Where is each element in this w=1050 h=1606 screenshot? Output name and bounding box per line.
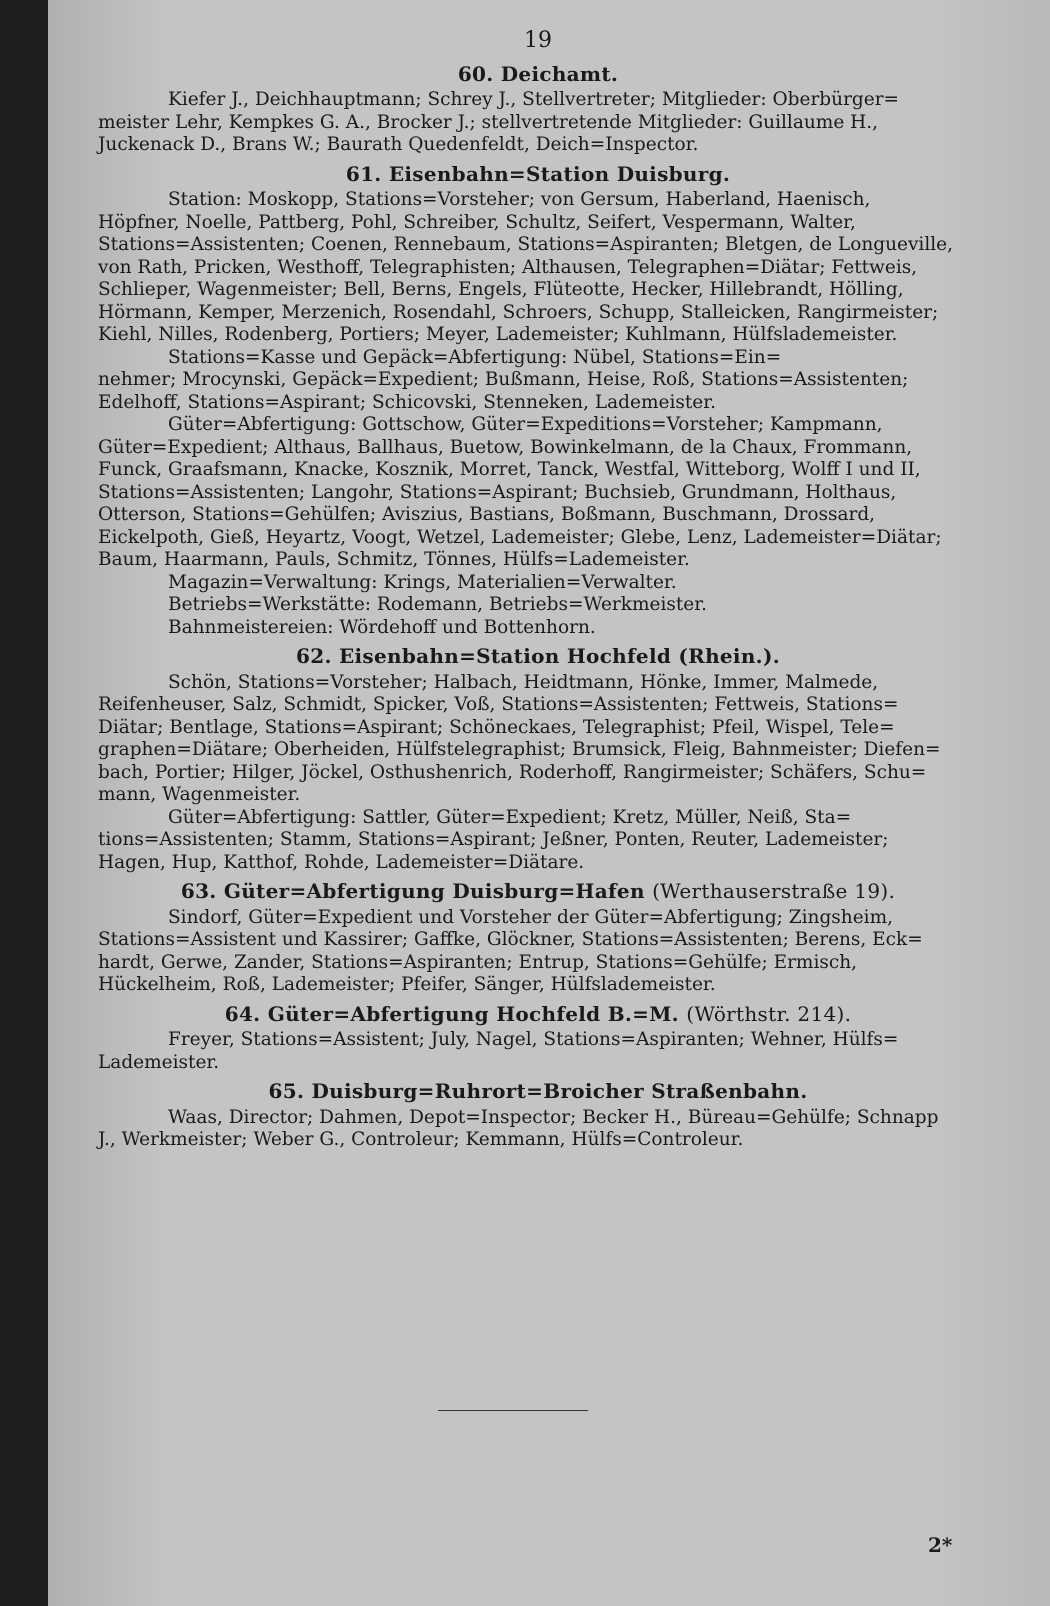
text-line: Juckenack D., Brans W.; Baurath Quedenfeldt, Deich=Inspector. bbox=[98, 134, 699, 155]
section bbox=[98, 1080, 978, 1152]
text-line: J., Werkmeister; Weber G., Controleur; Kemmann, Hülfs=Controleur. bbox=[98, 1129, 744, 1150]
page-number: 19 bbox=[524, 28, 552, 53]
text-line: Eickelpoth, Gieß, Heyartz, Voogt, Wetzel, Lademeister; Glebe, Lenz, Lademeister=Diätar; bbox=[98, 526, 942, 548]
text-line: Stations=Assistenten; Coenen, Rennebaum, Stations=Aspiranten; Bletgen, de Longueville, bbox=[98, 234, 953, 255]
section-heading-text: 64. Güter=Abfertigung Hochfeld B.=M. bbox=[224, 1001, 679, 1026]
text-line: Stations=Assistent und Kassirer; Gaffke, Glöckner, Stations=Assistenten; Berens, Eck= bbox=[98, 929, 923, 950]
horizontal-rule bbox=[438, 1410, 588, 1411]
section-heading bbox=[98, 1003, 978, 1026]
text-line: Hückelheim, Roß, Lademeister; Pfeifer, Sänger, Hülfslademeister. bbox=[98, 974, 716, 995]
text-line: Baum, Haarmann, Pauls, Schmitz, Tönnes, Hülfs=Lademeister. bbox=[98, 549, 690, 570]
text-line: Stations=Assistenten; Langohr, Stations=Aspirant; Buchsieb, Grundmann, Holthaus, bbox=[98, 481, 897, 503]
text-line: bach, Portier; Hilger, Jöckel, Osthushenrich, Roderhoff, Rangirmeister; Schäfers, Schu= bbox=[98, 761, 927, 783]
text-line: Reifenheuser, Salz, Schmidt, Spicker, Voß, Stations=Assistenten; Fettweis, Stations= bbox=[98, 694, 899, 715]
section-heading bbox=[98, 163, 978, 186]
text-line: mann, Wagenmeister. bbox=[98, 784, 301, 805]
document-page bbox=[48, 0, 1050, 1606]
section bbox=[98, 880, 978, 997]
text-line: Diätar; Bentlage, Stations=Aspirant; Schöneckaes, Telegraphist; Pfeil, Wispel, Tele= bbox=[98, 716, 895, 738]
section bbox=[98, 645, 978, 874]
text-line: Station: Moskopp, Stations=Vorsteher; von Gersum, Haberland, Haenisch, bbox=[168, 189, 871, 210]
text-line: Funck, Graafsmann, Knacke, Kosznik, Morret, Tanck, Westfal, Witteborg, Wolff I und II, bbox=[98, 459, 921, 480]
text-line: Freyer, Stations=Assistent; July, Nagel, Stations=Aspiranten; Wehner, Hülfs= bbox=[168, 1029, 899, 1050]
text-line: Güter=Expedient; Althaus, Ballhaus, Buetow, Bowinkelmann, de la Chaux, Frommann, bbox=[98, 436, 913, 458]
text-line: Magazin=Verwaltung: Krings, Materialien=Verwalter. bbox=[168, 571, 677, 593]
text-line: graphen=Diätare; Oberheiden, Hülfstelegraphist; Brumsick, Fleig, Bahnmeister; Diefen= bbox=[98, 739, 941, 760]
text-line: Sindorf, Güter=Expedient und Vorsteher der Güter=Abfertigung; Zingsheim, bbox=[168, 906, 894, 928]
text-line: von Rath, Pricken, Westhoff, Telegraphisten; Althausen, Telegraphen=Diätar; Fettweis, bbox=[98, 256, 918, 278]
text-line: Stations=Kasse und Gepäck=Abfertigung: Nübel, Stations=Ein= bbox=[168, 346, 782, 368]
section-heading bbox=[98, 63, 978, 86]
sections-container bbox=[98, 63, 978, 1152]
text-line: Waas, Director; Dahmen, Depot=Inspector; Becker H., Büreau=Gehülfe; Schnapp bbox=[168, 1106, 939, 1128]
text-line: Hagen, Hup, Katthof, Rohde, Lademeister=Diätare. bbox=[98, 851, 585, 873]
section-heading-text: 61. Eisenbahn=Station Duisburg. bbox=[345, 161, 731, 186]
text-line: Betriebs=Werkstätte: Rodemann, Betriebs=Werkmeister. bbox=[168, 594, 707, 615]
text-line: Otterson, Stations=Gehülfen; Aviszius, Bastians, Boßmann, Buschmann, Drossard, bbox=[98, 504, 876, 525]
section bbox=[98, 163, 978, 640]
section-heading bbox=[98, 1080, 978, 1103]
section-heading bbox=[98, 645, 978, 668]
text-line: Kiefer J., Deichhauptmann; Schrey J., Stellvertreter; Mitglieder: Oberbürger= bbox=[168, 89, 900, 110]
text-line: Schlieper, Wagenmeister; Bell, Berns, Engels, Flüteotte, Hecker, Hillebrandt, Hölling, bbox=[98, 279, 904, 300]
text-line: tions=Assistenten; Stamm, Stations=Aspirant; Jeßner, Ponten, Reuter, Lademeister; bbox=[98, 829, 889, 850]
section bbox=[98, 63, 978, 157]
signature-mark: 2* bbox=[928, 1533, 953, 1557]
section-heading bbox=[98, 880, 978, 903]
section bbox=[98, 1003, 978, 1075]
text-line: Bahnmeistereien: Wördehoff und Bottenhorn. bbox=[168, 616, 596, 638]
text-line: Schön, Stations=Vorsteher; Halbach, Heidtmann, Hönke, Immer, Malmede, bbox=[168, 671, 879, 693]
text-line: Hörmann, Kemper, Merzenich, Rosendahl, Schroers, Schupp, Stalleicken, Rangirmeister; bbox=[98, 301, 939, 323]
section-heading-text: 60. Deichamt. bbox=[457, 61, 619, 86]
text-line: Edelhoff, Stations=Aspirant; Schicovski, Stenneken, Lademeister. bbox=[98, 391, 716, 413]
text-line: nehmer; Mrocynski, Gepäck=Expedient; Bußmann, Heise, Roß, Stations=Assistenten; bbox=[98, 369, 909, 390]
section-heading-text: 65. Duisburg=Ruhrort=Broicher Straßenbahn. bbox=[268, 1079, 808, 1103]
section-address: (Wörthstr. 214). bbox=[686, 1001, 852, 1026]
text-line: Höpfner, Noelle, Pattberg, Pohl, Schreiber, Schultz, Seifert, Vespermann, Walter, bbox=[98, 211, 856, 233]
text-line: meister Lehr, Kempkes G. A., Brocker J.; stellvertretende Mitglieder: Guillaume H., bbox=[98, 111, 879, 133]
text-line: Güter=Abfertigung: Sattler, Güter=Expedient; Kretz, Müller, Neiß, Sta= bbox=[168, 806, 852, 828]
section-heading-text: 63. Güter=Abfertigung Duisburg=Hafen bbox=[180, 879, 645, 903]
text-line: Kiehl, Nilles, Rodenberg, Portiers; Meyer, Lademeister; Kuhlmann, Hülfslademeister. bbox=[98, 324, 898, 345]
text-line: Lademeister. bbox=[98, 1051, 220, 1073]
section-address: (Werthauserstraße 19). bbox=[652, 879, 896, 903]
page-content bbox=[98, 30, 978, 1156]
text-line: hardt, Gerwe, Zander, Stations=Aspiranten; Entrup, Stations=Gehülfe; Ermisch, bbox=[98, 951, 858, 973]
text-line: Güter=Abfertigung: Gottschow, Güter=Expeditions=Vorsteher; Kampmann, bbox=[168, 414, 883, 435]
section-heading-text: 62. Eisenbahn=Station Hochfeld (Rhein.). bbox=[296, 644, 780, 668]
